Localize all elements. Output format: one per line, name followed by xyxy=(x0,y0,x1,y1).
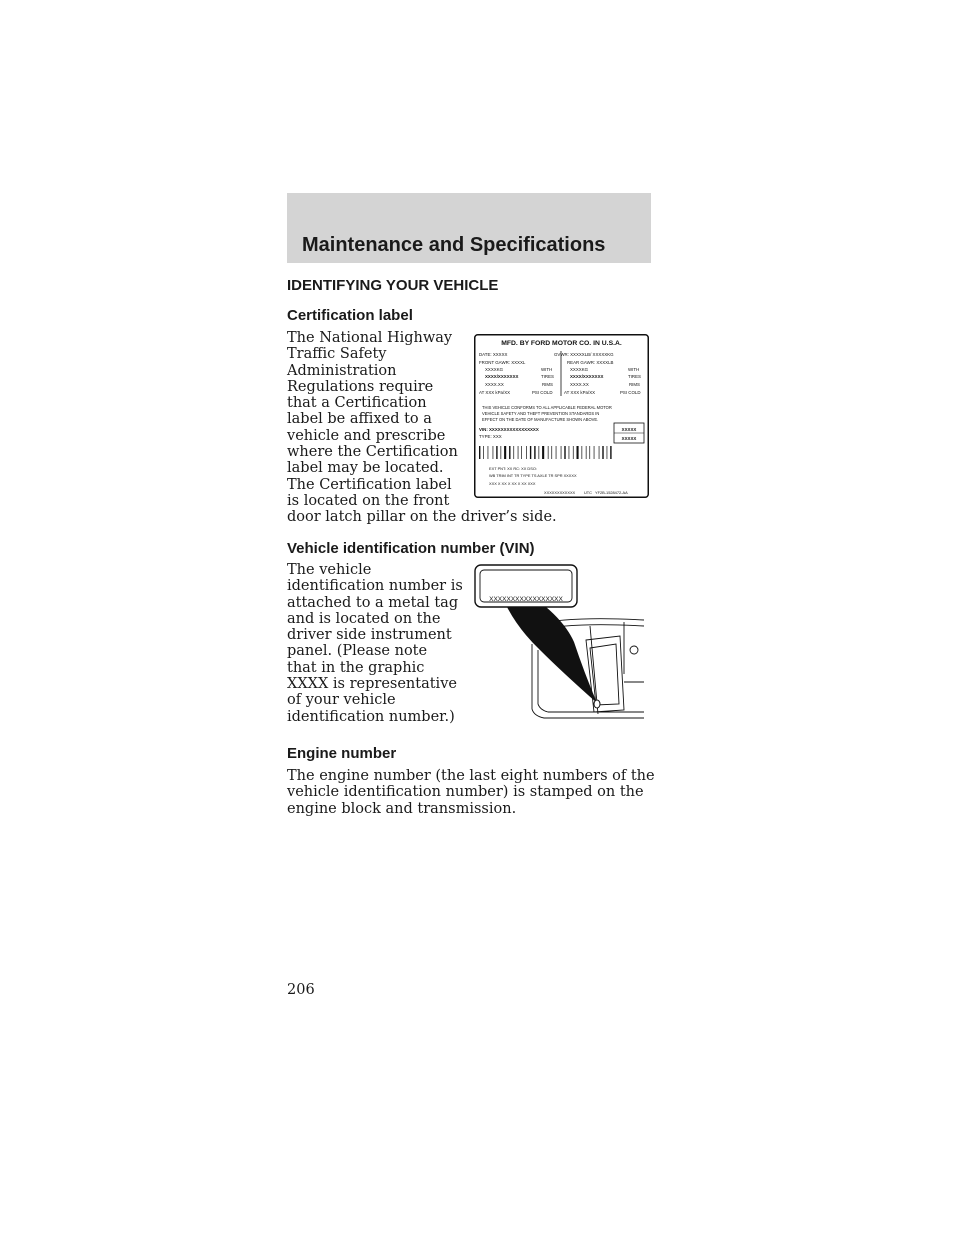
certification-line: where the Certification xyxy=(287,444,458,461)
certification-line: Administration xyxy=(287,362,397,379)
certification-line: label be affixed to a xyxy=(287,411,432,428)
engine-line: vehicle identification number) is stamped on the xyxy=(287,784,644,801)
barcode-bar xyxy=(607,446,608,459)
page-title: Maintenance and Specifications xyxy=(302,234,606,256)
vin-line: and is located on the xyxy=(287,610,441,627)
barcode-bar xyxy=(586,446,587,459)
certification-line: door latch pillar on the driver’s side. xyxy=(287,509,557,526)
engine-line: The engine number (the last eight numbers of the xyxy=(287,768,655,784)
label-conformity-line: THIS VEHICLE CONFORMS TO ALL APPLICABLE FEDERAL MOTOR xyxy=(482,405,612,410)
vin-line: panel. (Please note xyxy=(287,643,428,660)
barcode-bar xyxy=(501,446,502,459)
barcode-bar xyxy=(602,446,603,459)
barcode-bar xyxy=(556,446,557,459)
barcode-bar xyxy=(551,446,552,459)
barcode-bar xyxy=(589,446,590,459)
certification-line: The National Highway xyxy=(287,330,453,346)
label-front-gawr: FRONT GAWR: XXXXL xyxy=(479,360,526,365)
barcode-bar xyxy=(548,446,549,459)
barcode-bar xyxy=(582,446,583,459)
label-tires: TIRES xyxy=(541,374,554,379)
barcode-bar xyxy=(561,446,562,459)
vin-line: that in the graphic xyxy=(287,659,425,676)
barcode-bar xyxy=(513,446,514,459)
label-psi-cold: PSI COLD xyxy=(532,390,553,395)
label-with: WITH xyxy=(541,367,553,372)
label-codes-row: XXX X XX X XX X XX XXX xyxy=(489,481,536,486)
label-title: MFD. BY FORD MOTOR CO. IN U.S.A. xyxy=(501,340,622,347)
label-psi-cold: PSI COLD xyxy=(620,390,641,395)
vin-line: of your vehicle xyxy=(287,692,396,709)
label-code-box-value: XXXXX xyxy=(621,427,637,432)
barcode-bar xyxy=(496,446,497,459)
vin-line: identification number is xyxy=(287,578,463,595)
barcode-bar xyxy=(564,446,565,459)
certification-line: is located on the front xyxy=(287,492,450,509)
header-band xyxy=(287,193,651,263)
barcode-bar xyxy=(594,446,595,459)
label-rear-kg: XXXXKG xyxy=(570,367,589,372)
label-tires: TIRES xyxy=(628,374,641,379)
label-codes-row: EXT PNT: XX RC: XX DSO: xyxy=(489,466,537,471)
vin-tag-text: XXXXXXXXXXXXXXXXX xyxy=(489,596,563,603)
barcode-bar xyxy=(530,446,531,459)
barcode-bar xyxy=(526,446,527,459)
vin-line: The vehicle xyxy=(287,562,372,578)
label-rear-gawr: REAR GAWR: XXXXLB xyxy=(567,360,614,365)
tag-location-marker xyxy=(594,700,600,708)
barcode-bar xyxy=(518,446,519,459)
label-rear-rims: XXXX.XX xyxy=(570,382,589,387)
barcode-bar xyxy=(521,446,522,459)
vin-location-image xyxy=(474,564,646,724)
page-number: 206 xyxy=(287,982,315,998)
certification-line: that a Certification xyxy=(287,395,427,412)
label-with: WITH xyxy=(628,367,640,372)
barcode-bar xyxy=(542,446,544,459)
label-front-rims: XXXX.XX xyxy=(485,382,504,387)
barcode-bar xyxy=(504,446,506,459)
label-footer-utc: UTC xyxy=(584,490,592,495)
vin-line: driver side instrument xyxy=(287,627,452,644)
label-conformity-line: VEHICLE SAFETY AND THEFT PREVENTION STANDARDS IN xyxy=(482,411,600,416)
barcode-bar xyxy=(610,446,611,459)
label-front-kg: XXXXKG xyxy=(485,367,504,372)
label-date: DATE: XXXXX xyxy=(479,352,508,357)
vin-heading: Vehicle identification number (VIN) xyxy=(287,540,535,557)
barcode-bar xyxy=(488,446,489,459)
vin-line: attached to a metal tag xyxy=(287,594,459,611)
label-footer-part: YF2B-1528472-AA xyxy=(595,490,628,495)
engine-heading: Engine number xyxy=(287,745,397,762)
label-rims: RIMS xyxy=(542,382,553,387)
engine-paragraph xyxy=(287,768,655,817)
certification-line: vehicle and prescribe xyxy=(287,427,446,444)
vin-paragraph xyxy=(287,562,463,725)
barcode-bar xyxy=(493,446,494,459)
pointer-wedge xyxy=(507,607,597,703)
label-footer-code: XXXXXXXXXXXX xyxy=(544,490,576,495)
label-conformity-line: EFFECT ON THE DATE OF MANUFACTURE SHOWN ABOVE. xyxy=(482,417,599,422)
label-vin: VIN: XXXXXXXXXXXXXXXXX xyxy=(479,427,539,432)
vin-line: XXXX is representative xyxy=(287,676,457,693)
certification-line: Traffic Safety xyxy=(287,346,387,363)
barcode-bar xyxy=(483,446,484,459)
label-codes-row: WB TRIM INT TR TYPE TS AXLE TR SPR XXXXX xyxy=(489,473,577,478)
barcode-bar xyxy=(539,446,540,459)
label-rear-pressure: AT XXX kPa/XX xyxy=(564,390,596,395)
barcode-bar xyxy=(509,446,510,459)
label-gvwr: GVWR: XXXXXLB/ XXXXXKG xyxy=(554,352,614,357)
label-rims: RIMS xyxy=(629,382,640,387)
certification-label-image xyxy=(474,334,649,498)
barcode-bar xyxy=(577,446,579,459)
section-title: IDENTIFYING YOUR VEHICLE xyxy=(287,277,499,294)
label-code-box-value: XXXXX xyxy=(621,436,637,441)
certification-line: Regulations require xyxy=(287,378,434,395)
certification-line: label may be located. xyxy=(287,460,444,477)
barcode-bar xyxy=(573,446,574,459)
barcode-bar xyxy=(479,446,480,459)
barcode-bar xyxy=(534,446,535,459)
label-rear-tires: XXXX/XXXXXXX xyxy=(570,374,604,379)
label-front-pressure: AT XXX kPa/XX xyxy=(479,390,511,395)
engine-line: engine block and transmission. xyxy=(287,800,517,817)
barcode-bar xyxy=(569,446,570,459)
certification-line: The Certification label xyxy=(287,476,452,493)
label-front-tires: XXXX/XXXXXXX xyxy=(485,374,519,379)
label-type: TYPE: XXX xyxy=(479,434,502,439)
vin-line: identification number.) xyxy=(287,708,455,725)
barcode-bar xyxy=(599,446,600,459)
certification-heading: Certification label xyxy=(287,307,413,324)
